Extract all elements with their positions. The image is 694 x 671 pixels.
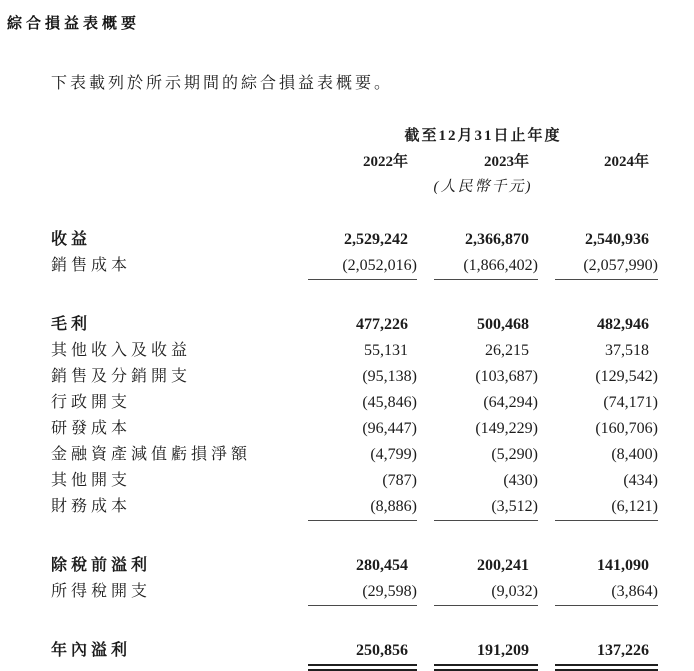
value-text: (149,229) — [475, 420, 538, 437]
value-text: 2,366,870 — [465, 231, 529, 248]
table-row — [51, 468, 694, 494]
value-text: 191,209 — [477, 642, 529, 659]
table-row — [51, 338, 694, 364]
value-cell — [434, 416, 538, 442]
value-cell — [308, 579, 417, 606]
value-text: (129,542) — [595, 368, 658, 385]
value-text: 200,241 — [477, 557, 529, 574]
row-label: 所得稅開支 — [51, 583, 152, 600]
value-cell — [555, 494, 658, 521]
value-cell — [555, 338, 658, 364]
value-text: (4,799) — [370, 446, 417, 463]
value-text: (96,447) — [362, 420, 417, 437]
value-cell — [555, 442, 658, 468]
row-label: 財務成本 — [51, 498, 132, 515]
value-cell — [555, 553, 658, 579]
value-cell — [434, 253, 538, 280]
header-spacer — [51, 149, 291, 175]
value-text: 482,946 — [597, 316, 649, 333]
value-cell — [308, 253, 417, 280]
table-section-profit-before-tax — [51, 553, 694, 606]
row-label: 收益 — [51, 231, 92, 248]
table-row — [51, 227, 694, 253]
value-cell — [434, 227, 538, 253]
table-header — [51, 123, 694, 199]
value-cell — [434, 579, 538, 606]
value-text: (434) — [623, 472, 658, 489]
value-text: 37,518 — [605, 342, 649, 359]
table-row — [51, 416, 694, 442]
value-text: 137,226 — [597, 642, 649, 659]
value-text: (3,512) — [491, 498, 538, 515]
value-text: (8,886) — [370, 498, 417, 515]
table-row — [51, 312, 694, 338]
value-text: 280,454 — [356, 557, 408, 574]
value-text: 55,131 — [364, 342, 408, 359]
value-text: (9,032) — [491, 583, 538, 600]
value-text: 477,226 — [356, 316, 408, 333]
row-label: 銷售及分銷開支 — [51, 368, 192, 385]
value-text: (103,687) — [475, 368, 538, 385]
value-text: (74,171) — [603, 394, 658, 411]
value-cell — [308, 442, 417, 468]
income-statement-table — [51, 123, 694, 671]
row-label: 其他收入及收益 — [51, 342, 192, 359]
header-spacer — [51, 175, 291, 199]
row-label: 金融資產減值虧損淨額 — [51, 446, 252, 463]
value-text: 250,856 — [356, 642, 408, 659]
value-cell — [555, 312, 658, 338]
table-body — [51, 227, 694, 671]
value-text: 2,529,242 — [344, 231, 408, 248]
value-text: (64,294) — [483, 394, 538, 411]
value-cell — [434, 338, 538, 364]
header-spacer — [51, 123, 291, 149]
value-cell — [434, 442, 538, 468]
value-text: (5,290) — [491, 446, 538, 463]
table-row — [51, 579, 694, 606]
page-title: 綜合損益表概要 — [7, 15, 141, 32]
value-text: (6,121) — [611, 498, 658, 515]
year-column-2022: 2022年 — [362, 154, 408, 170]
row-label: 毛利 — [51, 316, 92, 333]
value-cell — [555, 638, 658, 671]
value-text: (430) — [503, 472, 538, 489]
value-text: (8,400) — [611, 446, 658, 463]
value-text: (2,052,016) — [342, 257, 417, 274]
row-label: 年內溢利 — [51, 642, 132, 659]
value-text: (2,057,990) — [583, 257, 658, 274]
intro-text: 下表載列於所示期間的綜合損益表概要。 — [51, 75, 394, 92]
row-label: 行政開支 — [51, 394, 132, 411]
value-cell — [308, 638, 417, 671]
table-section-revenue — [51, 227, 694, 280]
year-column-2024: 2024年 — [603, 154, 649, 170]
table-section-gross-profit-and-expenses — [51, 312, 694, 521]
table-row — [51, 553, 694, 579]
year-column-2023: 2023年 — [483, 154, 529, 170]
currency-unit-note: (人民幣千元) — [433, 179, 533, 195]
value-text: 26,215 — [485, 342, 529, 359]
value-cell — [555, 364, 658, 390]
unit-note-row — [51, 175, 694, 199]
value-text: (45,846) — [362, 394, 417, 411]
value-cell — [434, 312, 538, 338]
value-text: 2,540,936 — [585, 231, 649, 248]
row-label: 研發成本 — [51, 420, 132, 437]
value-cell — [434, 494, 538, 521]
value-cell — [308, 494, 417, 521]
value-cell — [308, 312, 417, 338]
table-row — [51, 390, 694, 416]
table-row — [51, 442, 694, 468]
value-cell — [308, 416, 417, 442]
value-cell — [555, 390, 658, 416]
value-cell — [308, 338, 417, 364]
value-cell — [308, 553, 417, 579]
table-section-profit-for-year — [51, 638, 694, 671]
value-text: (95,138) — [362, 368, 417, 385]
period-header: 截至12月31日止年度 — [404, 128, 562, 144]
value-cell — [555, 227, 658, 253]
row-label: 銷售成本 — [51, 257, 132, 274]
value-text: (787) — [382, 472, 417, 489]
value-cell — [555, 579, 658, 606]
value-cell — [434, 390, 538, 416]
value-cell — [308, 364, 417, 390]
table-row — [51, 638, 694, 671]
table-row — [51, 364, 694, 390]
value-cell — [308, 468, 417, 494]
value-text: (29,598) — [362, 583, 417, 600]
value-cell — [308, 227, 417, 253]
row-label: 其他開支 — [51, 472, 132, 489]
value-text: (3,864) — [611, 583, 658, 600]
table-row — [51, 253, 694, 280]
value-text: (1,866,402) — [463, 257, 538, 274]
value-cell — [555, 253, 658, 280]
value-cell — [308, 390, 417, 416]
value-text: (160,706) — [595, 420, 658, 437]
value-cell — [434, 364, 538, 390]
value-text: 141,090 — [597, 557, 649, 574]
value-cell — [555, 416, 658, 442]
row-label: 除稅前溢利 — [51, 557, 152, 574]
years-header-row — [51, 149, 694, 175]
period-header-row — [51, 123, 694, 149]
value-cell — [434, 468, 538, 494]
value-cell — [434, 553, 538, 579]
table-row — [51, 494, 694, 521]
value-cell — [555, 468, 658, 494]
value-text: 500,468 — [477, 316, 529, 333]
value-cell — [434, 638, 538, 671]
